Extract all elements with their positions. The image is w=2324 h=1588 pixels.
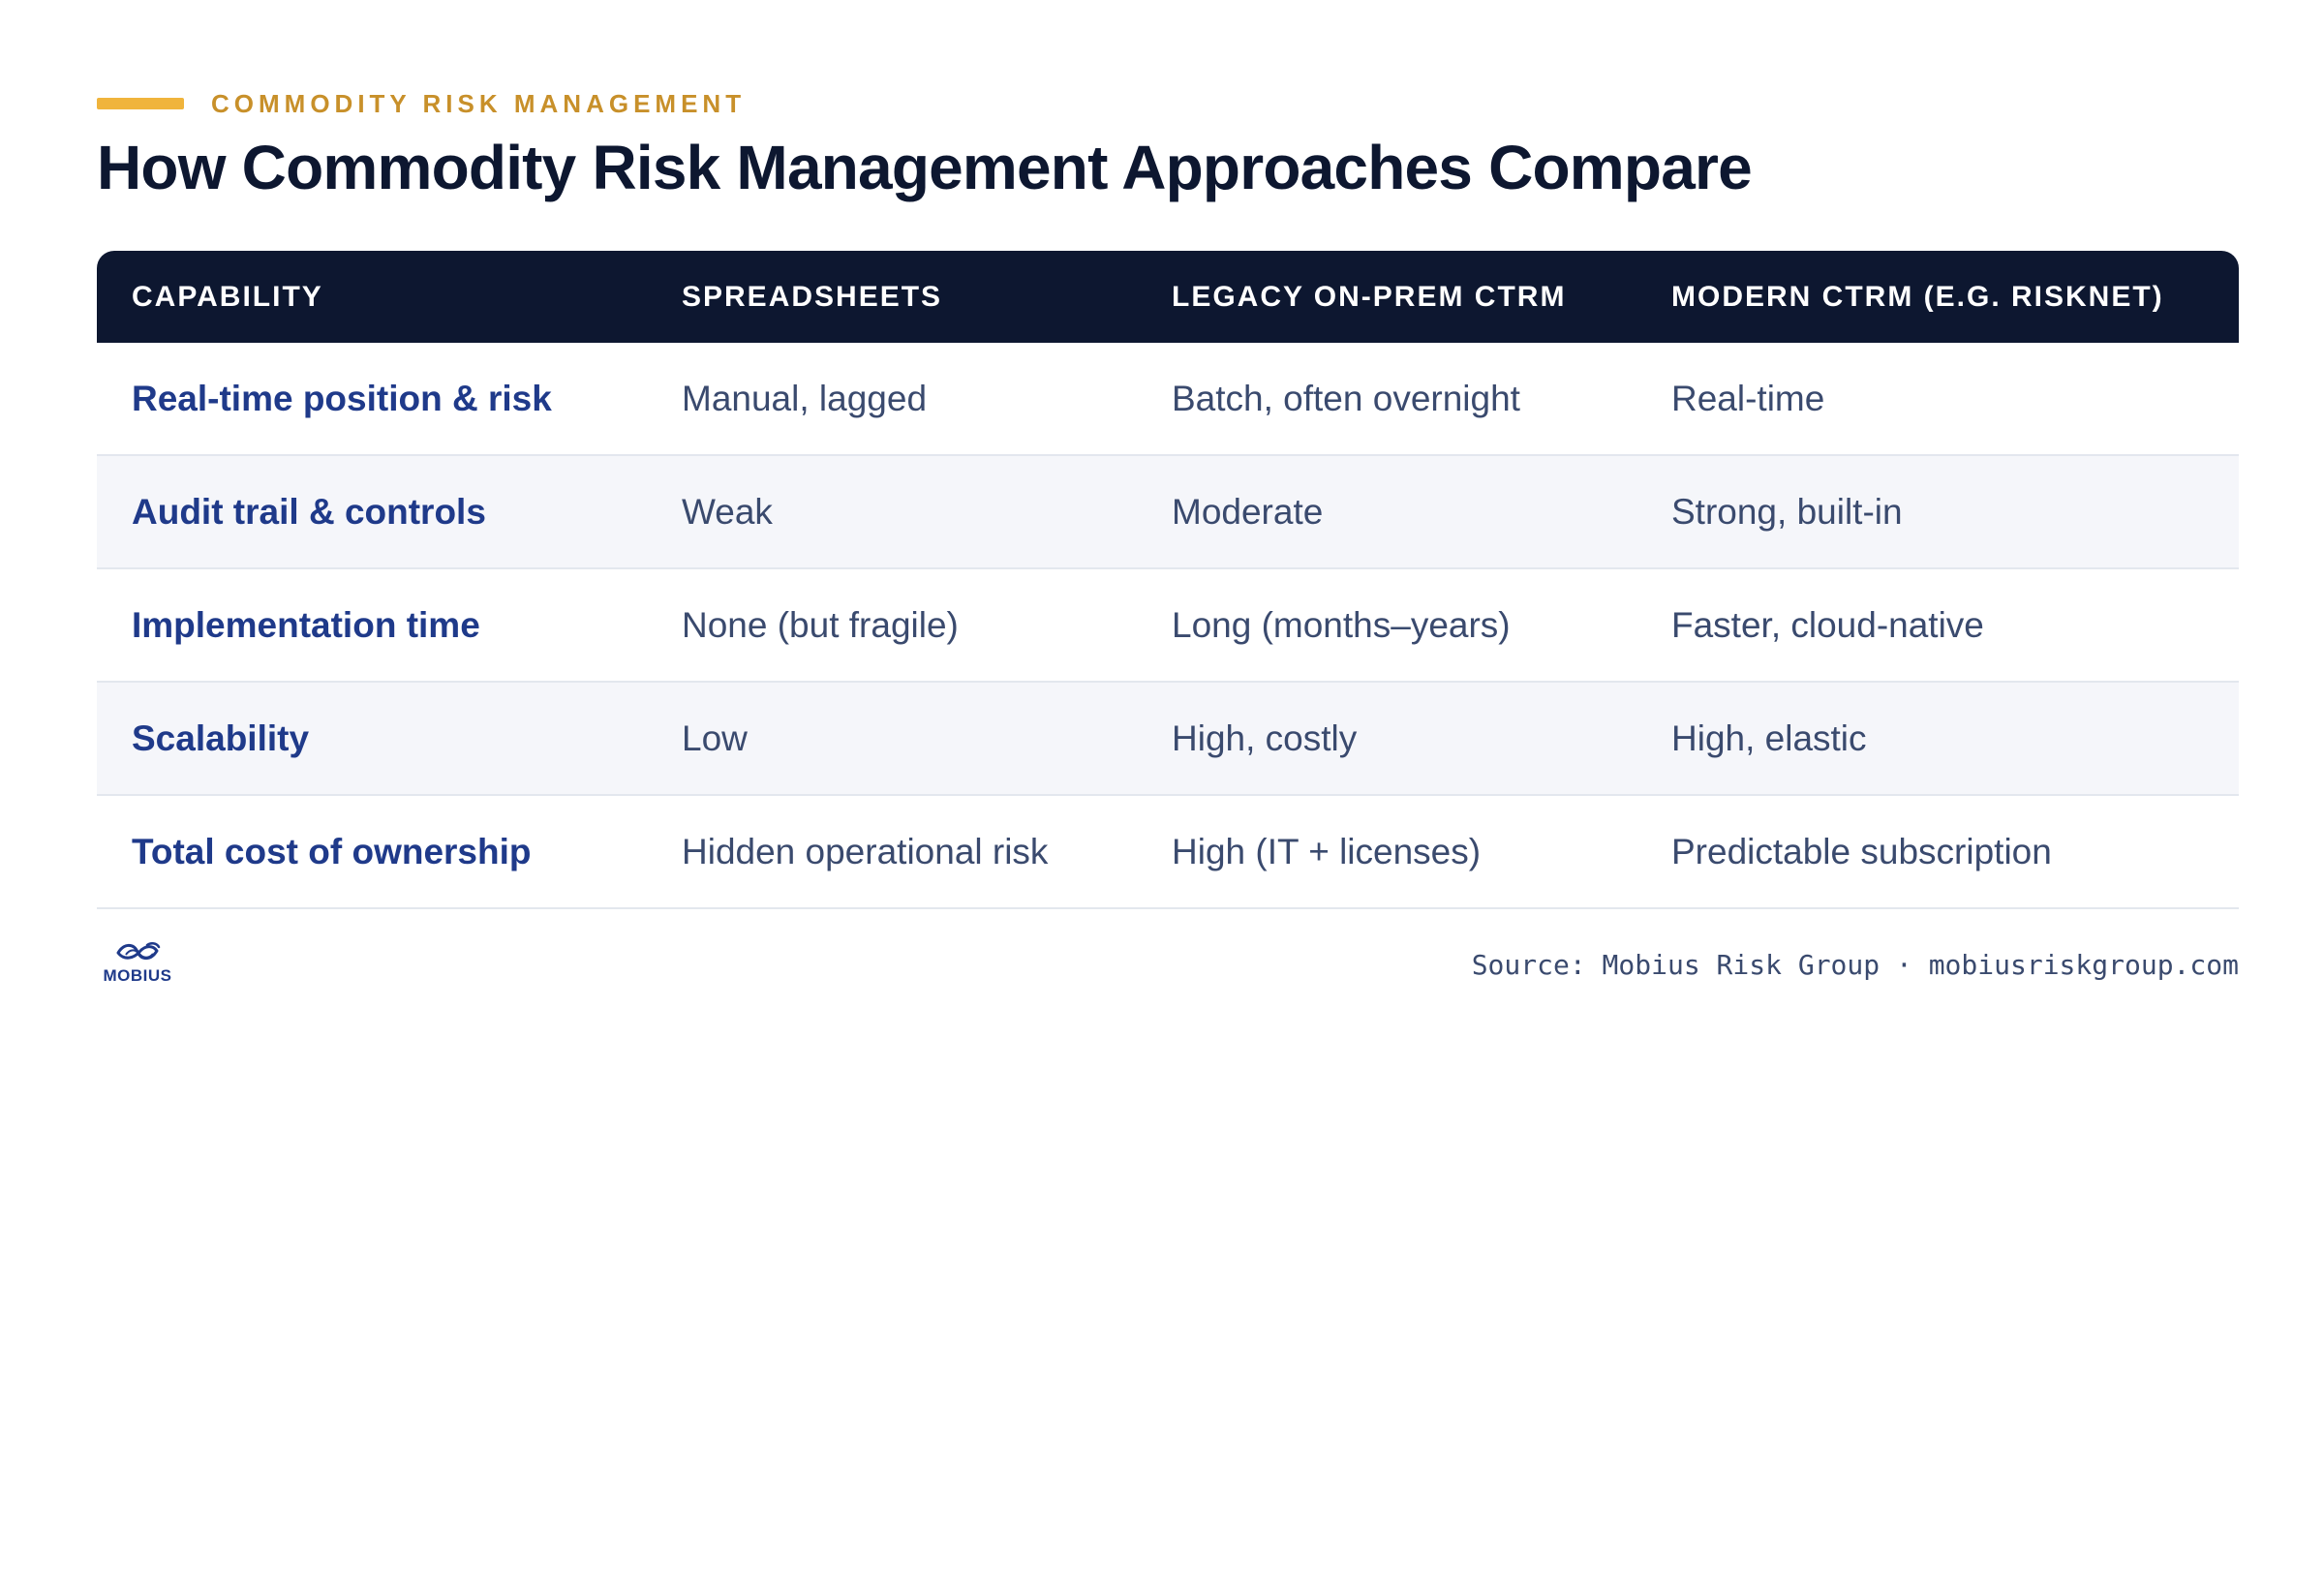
table-body: [97, 343, 2239, 909]
modern-ctrm-cell: Strong, built-in: [1636, 456, 2239, 569]
table-row: [97, 796, 2239, 909]
page-title: How Commodity Risk Management Approaches Compare: [97, 133, 1752, 202]
column-header-spreadsheets: SPREADSHEETS: [647, 251, 1137, 343]
spreadsheets-cell: Hidden operational risk: [647, 796, 1137, 909]
comparison-table: [97, 251, 2239, 909]
table-header-row: [97, 251, 2239, 343]
source-credit: Source: Mobius Risk Group · mobiusriskgroup.com: [1471, 949, 2239, 981]
spreadsheets-cell: Manual, lagged: [647, 343, 1137, 456]
legacy-ctrm-cell: High (IT + licenses): [1137, 796, 1636, 909]
spreadsheets-cell: Low: [647, 683, 1137, 796]
capability-cell: Audit trail & controls: [97, 456, 647, 569]
capability-cell: Total cost of ownership: [97, 796, 647, 909]
eyebrow-accent-bar: [97, 98, 184, 109]
capability-cell: Scalability: [97, 683, 647, 796]
eyebrow-label: COMMODITY RISK MANAGEMENT: [211, 88, 747, 118]
table-header: [97, 251, 2239, 343]
mobius-infinity-icon: [97, 937, 178, 966]
modern-ctrm-cell: Predictable subscription: [1636, 796, 2239, 909]
comparison-table-container: [97, 251, 2239, 909]
logo-wordmark: MOBIUS: [103, 966, 172, 985]
capability-cell: Real-time position & risk: [97, 343, 647, 456]
spreadsheets-cell: None (but fragile): [647, 569, 1137, 683]
capability-cell: Implementation time: [97, 569, 647, 683]
column-header-modern-ctrm: MODERN CTRM (E.G. RISKNET): [1636, 251, 2239, 343]
modern-ctrm-cell: High, elastic: [1636, 683, 2239, 796]
table-row: [97, 569, 2239, 683]
eyebrow: [97, 87, 746, 120]
legacy-ctrm-cell: Batch, often overnight: [1137, 343, 1636, 456]
modern-ctrm-cell: Real-time: [1636, 343, 2239, 456]
legacy-ctrm-cell: Moderate: [1137, 456, 1636, 569]
footer: [97, 937, 2239, 995]
legacy-ctrm-cell: Long (months–years): [1137, 569, 1636, 683]
legacy-ctrm-cell: High, costly: [1137, 683, 1636, 796]
table-row: [97, 343, 2239, 456]
table-row: [97, 683, 2239, 796]
spreadsheets-cell: Weak: [647, 456, 1137, 569]
modern-ctrm-cell: Faster, cloud-native: [1636, 569, 2239, 683]
column-header-capability: CAPABILITY: [97, 251, 647, 343]
mobius-logo: [97, 937, 178, 984]
table-row: [97, 456, 2239, 569]
column-header-legacy-ctrm: LEGACY ON-PREM CTRM: [1137, 251, 1636, 343]
